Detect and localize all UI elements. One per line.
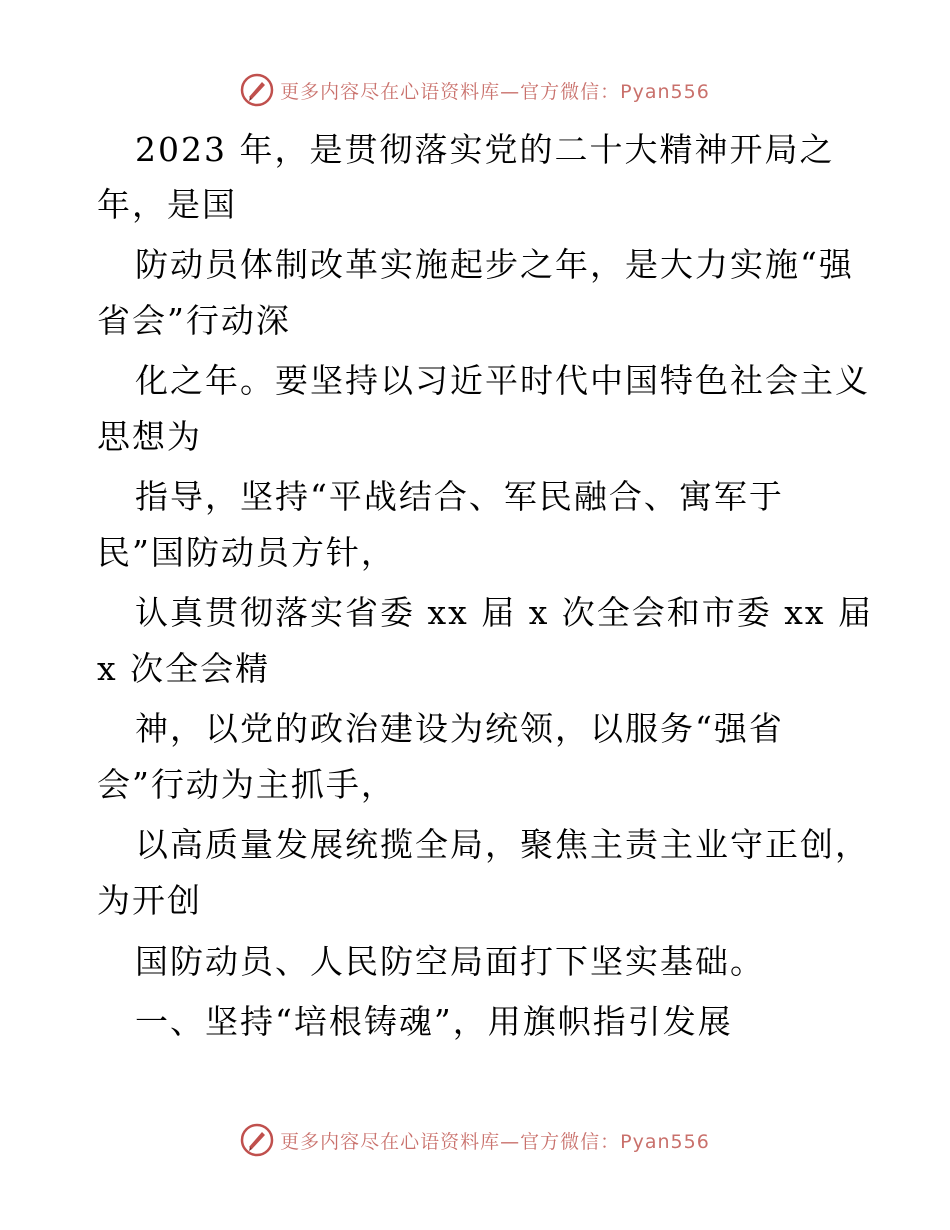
text-line: 年，是国 <box>97 185 237 224</box>
text-line: 防动员体制改革实施起步之年，是大力实施“强 <box>135 245 854 284</box>
text-line: 会”行动为主抓手， <box>97 765 396 804</box>
text-line: 国防动员、人民防空局面打下坚实基础。 <box>135 942 765 981</box>
text-line: 神，以党的政治建设为统领，以服务“强省 <box>135 709 784 748</box>
text-line: 省会”行动深 <box>97 301 291 340</box>
watermark-footer <box>0 1122 950 1158</box>
text-line: 为开创 <box>97 881 202 920</box>
text-line: 指导，坚持“平战结合、军民融合、寓军于 <box>135 477 784 516</box>
text-line: 化之年。要坚持以习近平时代中国特色社会主义 <box>135 361 870 400</box>
text-line: 2023 年，是贯彻落实党的二十大精神开局之 <box>135 130 835 169</box>
watermark-text: 更多内容尽在心语资料库—官方微信：Pyan556 <box>280 80 710 103</box>
text-line: x 次全会精 <box>97 649 271 688</box>
watermark-header <box>0 72 950 108</box>
text-line: 民”国防动员方针， <box>97 533 396 572</box>
pen-feather-icon <box>240 1123 274 1157</box>
pen-feather-icon <box>240 73 274 107</box>
text-line: 思想为 <box>97 417 202 456</box>
text-line: 认真贯彻落实省委 xx 届 x 次全会和市委 xx 届 <box>135 593 873 632</box>
watermark-text: 更多内容尽在心语资料库—官方微信：Pyan556 <box>280 1130 710 1153</box>
text-line: 以高质量发展统揽全局，聚焦主责主业守正创， <box>135 825 870 864</box>
text-line: 一、坚持“培根铸魂”，用旗帜指引发展 <box>135 1002 733 1041</box>
